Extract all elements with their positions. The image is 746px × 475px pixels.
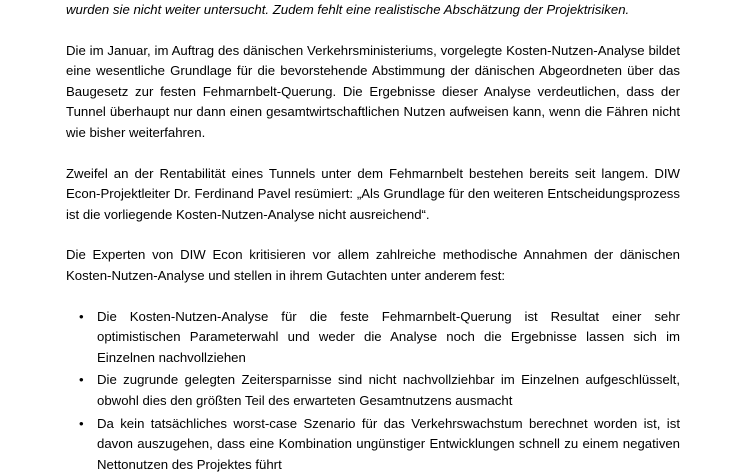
list-item <box>66 370 680 411</box>
body-paragraph-1: Die im Januar, im Auftrag des dänischen Verkehrsministeriums, vorgelegte Kosten-Nutzen-Analyse bildet eine wesentliche Grundlage für die bevorstehende Abstimmung der dänischen Abgeordneten über das Baugesetz zur festen Fehmarnbelt-Querung. Die Ergebnisse dieser Analyse verdeutlichen, dass der Tunnel überhaupt nur dann einen gesamtwirtschaftlichen Nutzen aufweisen kann, wenn die Fähren nicht wie bisher weiterfahren. <box>66 41 680 144</box>
list-item-text: Da kein tatsächliches worst-case Szenario für das Verkehrswachstum berechnet worden ist, ist davon auszugehen, dass eine Kombination ungünstiger Entwicklungen schnell zu einem negativen Nettonutzen des Projektes führt <box>97 416 680 472</box>
list-item <box>66 307 680 369</box>
intro-paragraph-block <box>66 0 680 21</box>
bullet-icon: • <box>79 370 84 391</box>
body-paragraph-3: Die Experten von DIW Econ kritisieren vor allem zahlreiche methodische Annahmen der dänischen Kosten-Nutzen-Analyse und stellen in ihrem Gutachten unter anderem fest: <box>66 245 680 286</box>
list-item-text: Die Kosten-Nutzen-Analyse für die feste Fehmarnbelt-Querung ist Resultat einer sehr optimistischen Parameterwahl und weder die Analyse noch die Ergebnisse lassen sich im Einzelnen nachvollziehen <box>97 309 680 365</box>
criticism-bullet-list <box>66 307 680 475</box>
intro-paragraph: wurden sie nicht weiter untersucht. Zudem fehlt eine realistische Abschätzung der Projektrisiken. <box>66 0 680 21</box>
bullet-icon: • <box>79 307 84 328</box>
body-paragraph-2: Zweifel an der Rentabilität eines Tunnels unter dem Fehmarnbelt bestehen bereits seit langem. DIW Econ-Projektleiter Dr. Ferdinand Pavel resümiert: „Als Grundlage für den weiteren Entscheidungsprozess ist die vorliegende Kosten-Nutzen-Analyse nicht ausreichend“. <box>66 164 680 226</box>
bullet-icon: • <box>79 414 84 435</box>
list-item-text: Die zugrunde gelegten Zeitersparnisse sind nicht nachvollziehbar im Einzelnen aufgeschlüsselt, obwohl dies den größten Teil des erwarteten Gesamtnutzens ausmacht <box>97 372 680 408</box>
list-item <box>66 414 680 475</box>
